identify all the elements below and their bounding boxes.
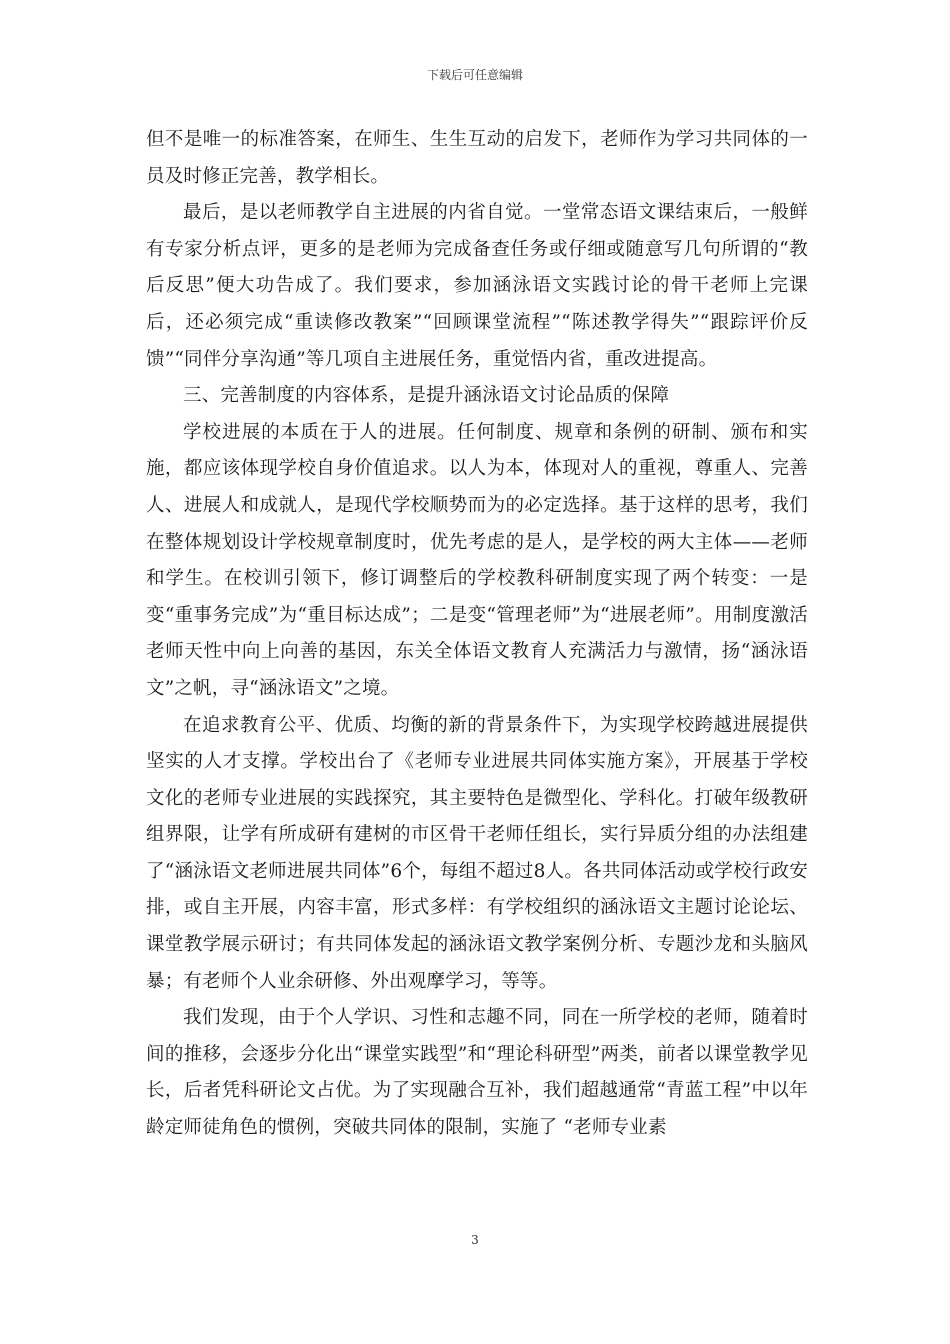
page-number: 3 [471, 1233, 479, 1247]
paragraph-4: 在追求教育公平、优质、均衡的新的背景条件下，为实现学校跨越进展提供坚实的人才支撑。学校出台了《老师专业进展共同体实施方案》，开展基于学校文化的老师专业进展的实践探究，其主要特色是微型化、学科化。打破年级教研组界限，让学有所成研有建树的市区骨干老师任组长，实行异质分组的办法组建了“涵泳语文老师进展共同体”6个，每组不超过8人。各共同体活动或学校行政安排，或自主开展，内容丰富，形式多样：有学校组织的涵泳语文主题讨论论坛、课堂教学展示研讨；有共同体发起的涵泳语文教学案例分析、专题沙龙和头脑风暴；有老师个人业余研修、外出观摩学习，等等。 [146, 714, 808, 992]
body-text [146, 122, 808, 1147]
paragraph-3: 学校进展的本质在于人的进展。任何制度、规章和条例的研制、颁布和实施，都应该体现学校自身价值追求。以人为本，体现对人的重视，尊重人、完善人、进展人和成就人，是现代学校顺势而为的必定选择。基于这样的思考，我们在整体规划设计学校规章制度时，优先考虑的是人，是学校的两大主体——老师和学生。在校训引领下，修订调整后的学校教科研制度实现了两个转变：一是变“重事务完成”为“重目标达成”；二是变“管理老师”为“进展老师”。用制度激活老师天性中向上向善的基因，东关全体语文教育人充满活力与激情，扬“涵泳语文”之帆，寻“涵泳语文”之境。 [146, 421, 808, 699]
paragraph-2: 最后，是以老师教学自主进展的内省自觉。一堂常态语文课结束后，一般鲜有专家分析点评，更多的是老师为完成备查任务或仔细或随意写几句所谓的“教后反思”便大功告成了。我们要求，参加涵泳语文实践讨论的骨干老师上完课后，还必须完成“重读修改教案”“回顾课堂流程”“陈述教学得失”“跟踪评价反馈”“同伴分享沟通”等几项自主进展任务，重觉悟内省，重改进提高。 [146, 202, 808, 370]
section-heading: 三、完善制度的内容体系，是提升涵泳语文讨论品质的保障 [183, 385, 670, 407]
page-header: 下载后可任意编辑 [426, 68, 523, 82]
paragraph-5: 我们发现，由于个人学识、习性和志趣不同，同在一所学校的老师，随着时间的推移，会逐步分化出“课堂实践型”和“理论科研型”两类，前者以课堂教学见长，后者凭科研论文占优。为了实现融合互补，我们超越通常“青蓝工程”中以年龄定师徒角色的惯例，突破共同体的限制，实施了 “老师专业素 [146, 1007, 808, 1139]
paragraph-1: 但不是唯一的标准答案，在师生、生生互动的启发下，老师作为学习共同体的一员及时修正完善，教学相长。 [146, 129, 808, 187]
